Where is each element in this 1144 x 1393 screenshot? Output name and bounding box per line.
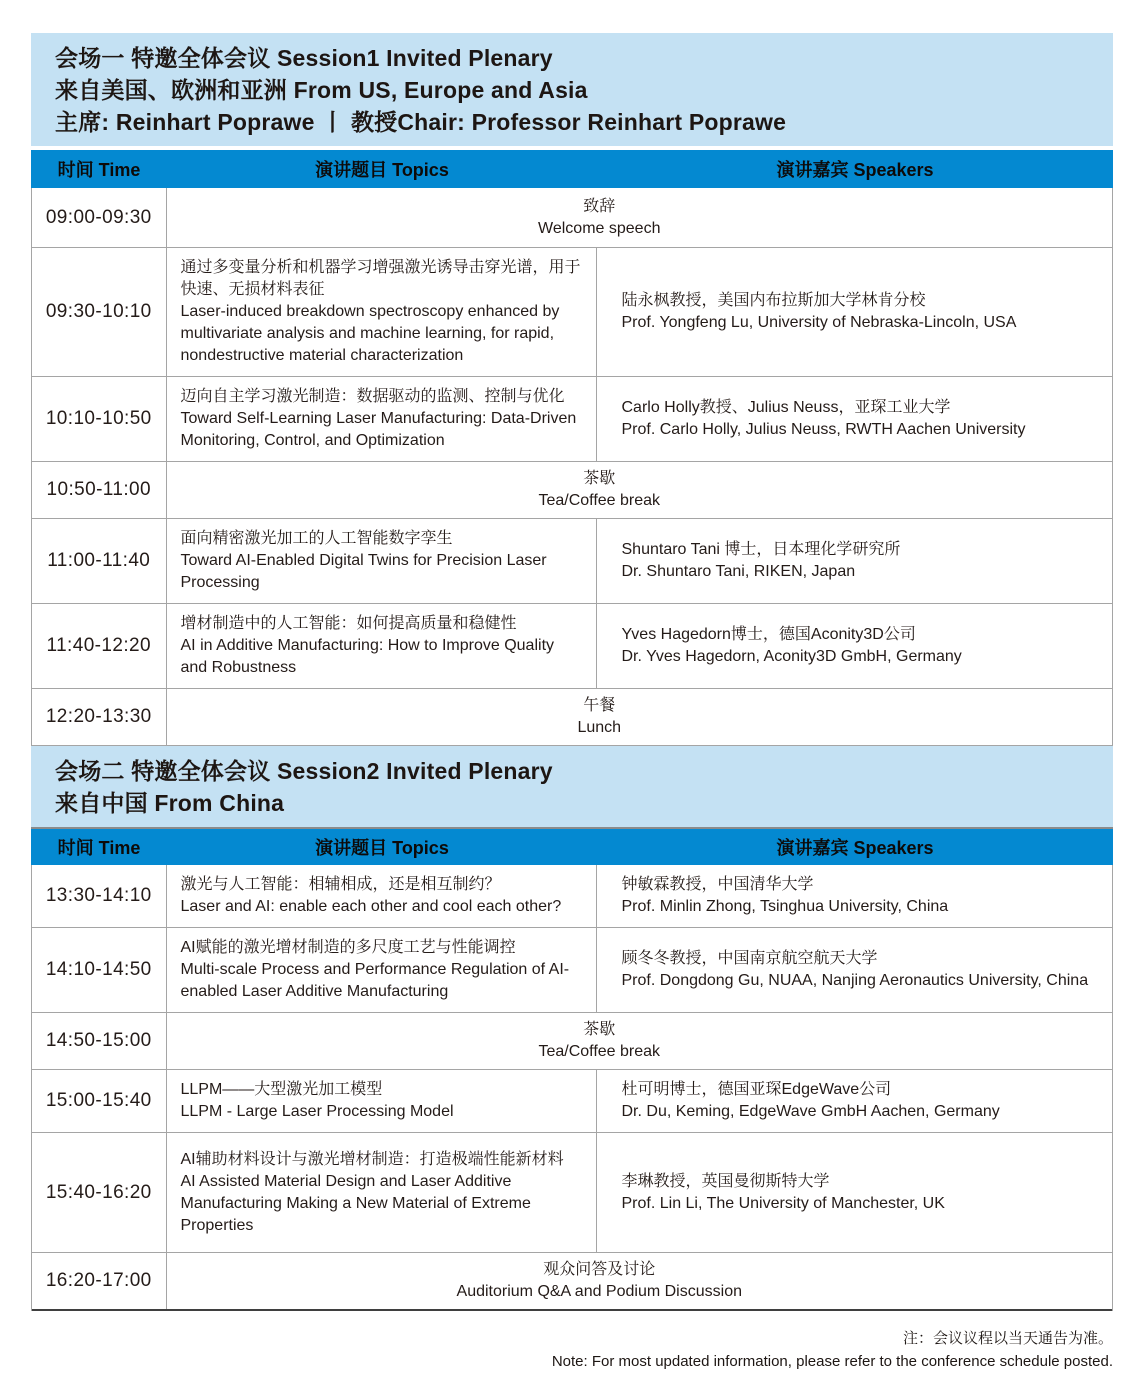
col-header-speakers: 演讲嘉宾 Speakers: [776, 160, 934, 180]
column-header-bar: [31, 150, 1113, 188]
time-value: 14:10-14:50: [45, 959, 152, 980]
speaker-zh: 杜可明博士，德国亚琛EdgeWave公司: [621, 1081, 892, 1098]
topic-zh: AI赋能的激光增材制造的多尺度工艺与性能调控: [180, 939, 516, 956]
merged-label-en: Tea/Coffee break: [538, 1043, 661, 1060]
speaker-en: Prof. Carlo Holly, Julius Neuss, RWTH Aachen University: [621, 421, 1026, 438]
time-value: 13:30-14:10: [45, 885, 152, 906]
speaker-zh: Shuntaro Tani 博士，日本理化学研究所: [621, 541, 901, 558]
merged-label-en: Auditorium Q&A and Podium Discussion: [456, 1283, 742, 1300]
table-row: [32, 248, 1112, 377]
session-title-line: 会场一 特邀全体会议 Session1 Invited Plenary: [55, 45, 553, 71]
schedule-table: [31, 188, 1113, 746]
time-cell: [32, 1133, 167, 1252]
topic-en: LLPM - Large Laser Processing Model: [180, 1103, 454, 1120]
topic-zh: 增材制造中的人工智能：如何提高质量和稳健性: [180, 615, 517, 632]
merged-label-zh: 茶歇: [583, 1021, 616, 1038]
speaker-cell: [597, 865, 1113, 927]
merged-label-en: Welcome speech: [538, 219, 661, 237]
table-row: [32, 377, 1112, 462]
topic-zh: AI辅助材料设计与激光增材制造：打造极端性能新材料: [180, 1150, 564, 1168]
time-cell: [32, 1013, 167, 1069]
table-row: [32, 604, 1112, 689]
time-cell: [32, 519, 167, 603]
merged-cell: [167, 462, 1113, 518]
table-row: [32, 519, 1112, 604]
topic-en: Toward AI-Enabled Digital Twins for Precision Laser Processing: [180, 552, 547, 591]
table-row: [32, 1253, 1112, 1311]
time-value: 10:50-11:00: [46, 479, 151, 500]
topic-en: Multi-scale Process and Performance Regulation of AI-enabled Laser Additive Manufacturing: [180, 961, 570, 1000]
topic-cell: [167, 519, 597, 603]
table-row: [32, 928, 1112, 1013]
speaker-en: Prof. Minlin Zhong, Tsinghua University, China: [621, 898, 949, 915]
speaker-cell: [597, 519, 1113, 603]
topic-zh: LLPM——大型激光加工模型: [180, 1081, 383, 1098]
table-row: [32, 462, 1112, 519]
session-title-band: [31, 33, 1113, 146]
speaker-en: Prof. Lin Li, The University of Manchester, UK: [621, 1194, 945, 1212]
speaker-zh: Carlo Holly教授、Julius Neuss，亚琛工业大学: [621, 399, 951, 416]
speaker-zh: 钟敏霖教授，中国清华大学: [621, 876, 814, 893]
speaker-zh: 顾冬冬教授，中国南京航空航天大学: [621, 950, 878, 967]
footer-note-zh: 注：会议议程以当天通告为准。: [902, 1330, 1113, 1347]
time-cell: [32, 1253, 167, 1309]
col-header-topics: 演讲题目 Topics: [315, 838, 449, 858]
col-header-speakers: 演讲嘉宾 Speakers: [776, 838, 934, 858]
table-row: [32, 1013, 1112, 1070]
topic-zh: 面向精密激光加工的人工智能数字孪生: [180, 530, 453, 547]
col-header-time: 时间 Time: [57, 838, 141, 858]
table-row: [32, 188, 1112, 248]
topic-cell: [167, 248, 597, 376]
topic-en: AI Assisted Material Design and Laser Additive Manufacturing Making a New Material of Extreme Properties: [180, 1172, 531, 1234]
speaker-zh: 陆永枫教授，美国内布拉斯加大学林肯分校: [621, 292, 926, 309]
time-cell: [32, 462, 167, 518]
speaker-en: Prof. Dongdong Gu, NUAA, Nanjing Aeronautics University, China: [621, 972, 1089, 989]
topic-cell: [167, 1133, 597, 1252]
table-row: [32, 865, 1112, 928]
merged-label-en: Tea/Coffee break: [538, 492, 661, 509]
speaker-cell: [597, 1070, 1113, 1132]
topic-zh: 迈向自主学习激光制造：数据驱动的监测、控制与优化: [180, 388, 565, 405]
merged-label-zh: 午餐: [583, 697, 616, 714]
session-title-line: 会场二 特邀全体会议 Session2 Invited Plenary: [55, 758, 553, 784]
merged-cell: [167, 1013, 1113, 1069]
session-title-line: 来自中国 From China: [55, 790, 285, 816]
table-row: [32, 689, 1112, 746]
table-row: [32, 1133, 1112, 1253]
time-value: 15:00-15:40: [45, 1090, 152, 1111]
merged-label-en: Lunch: [577, 719, 622, 736]
session-1: [31, 33, 1113, 746]
time-cell: [32, 377, 167, 461]
time-cell: [32, 248, 167, 376]
topic-en: Laser and AI: enable each other and cool each other?: [180, 898, 562, 915]
time-value: 16:20-17:00: [45, 1270, 152, 1291]
merged-label-zh: 观众问答及讨论: [543, 1261, 656, 1278]
topic-cell: [167, 1070, 597, 1132]
time-value: 15:40-16:20: [45, 1181, 152, 1203]
merged-cell: [167, 1253, 1113, 1309]
speaker-cell: [597, 248, 1113, 376]
footer-notes: [31, 1327, 1113, 1373]
time-value: 09:30-10:10: [45, 301, 152, 322]
speaker-en: Dr. Yves Hagedorn, Aconity3D GmbH, Germany: [621, 648, 962, 665]
time-value: 11:40-12:20: [46, 635, 151, 656]
topic-zh: 通过多变量分析和机器学习增强激光诱导击穿光谱，用于快速、无损材料表征: [180, 259, 581, 298]
time-cell: [32, 928, 167, 1012]
merged-cell: [167, 188, 1113, 247]
time-cell: [32, 1070, 167, 1132]
speaker-en: Dr. Du, Keming, EdgeWave GmbH Aachen, Germany: [621, 1103, 1000, 1120]
time-cell: [32, 604, 167, 688]
col-header-topics: 演讲题目 Topics: [315, 160, 449, 180]
merged-label-zh: 茶歇: [583, 470, 616, 487]
merged-label-zh: 致辞: [583, 197, 616, 215]
speaker-cell: [597, 377, 1113, 461]
topic-en: Laser-induced breakdown spectroscopy enhanced by multivariate analysis and machine learning, for rapid, nondestructive material characterization: [180, 303, 560, 364]
speaker-cell: [597, 928, 1113, 1012]
topic-en: Toward Self-Learning Laser Manufacturing: Data-Driven Monitoring, Control, and Optimization: [180, 410, 577, 449]
table-row: [32, 1070, 1112, 1133]
time-value: 11:00-11:40: [47, 550, 151, 571]
time-value: 10:10-10:50: [45, 408, 152, 429]
session-title-line: 主席: Reinhart Poprawe 丨 教授Chair: Professor Reinhart Poprawe: [55, 109, 787, 135]
time-cell: [32, 188, 167, 247]
speaker-zh: 李琳教授，英国曼彻斯特大学: [621, 1172, 830, 1190]
topic-cell: [167, 865, 597, 927]
topic-cell: [167, 928, 597, 1012]
topic-zh: 激光与人工智能：相辅相成，还是相互制约？: [180, 876, 501, 893]
speaker-cell: [597, 1133, 1113, 1252]
topic-cell: [167, 377, 597, 461]
topic-en: AI in Additive Manufacturing: How to Improve Quality and Robustness: [180, 637, 555, 676]
speaker-zh: Yves Hagedorn博士，德国Aconity3D公司: [621, 626, 916, 643]
speaker-cell: [597, 604, 1113, 688]
speaker-en: Prof. Yongfeng Lu, University of Nebraska-Lincoln, USA: [621, 314, 1017, 331]
footer-note-en: Note: For most updated information, please refer to the conference schedule posted.: [551, 1353, 1113, 1370]
col-header-time: 时间 Time: [57, 160, 141, 180]
speaker-en: Dr. Shuntaro Tani, RIKEN, Japan: [621, 563, 856, 580]
schedule-table: [31, 865, 1113, 1311]
column-header-bar: [31, 827, 1113, 865]
topic-cell: [167, 604, 597, 688]
time-value: 09:00-09:30: [45, 206, 152, 228]
session-title-band: [31, 746, 1113, 827]
time-value: 14:50-15:00: [45, 1030, 152, 1051]
session-title-line: 来自美国、欧洲和亚洲 From US, Europe and Asia: [55, 77, 588, 103]
merged-cell: [167, 689, 1113, 745]
time-cell: [32, 689, 167, 745]
time-value: 12:20-13:30: [45, 706, 152, 727]
session-2: [31, 746, 1113, 1311]
time-cell: [32, 865, 167, 927]
